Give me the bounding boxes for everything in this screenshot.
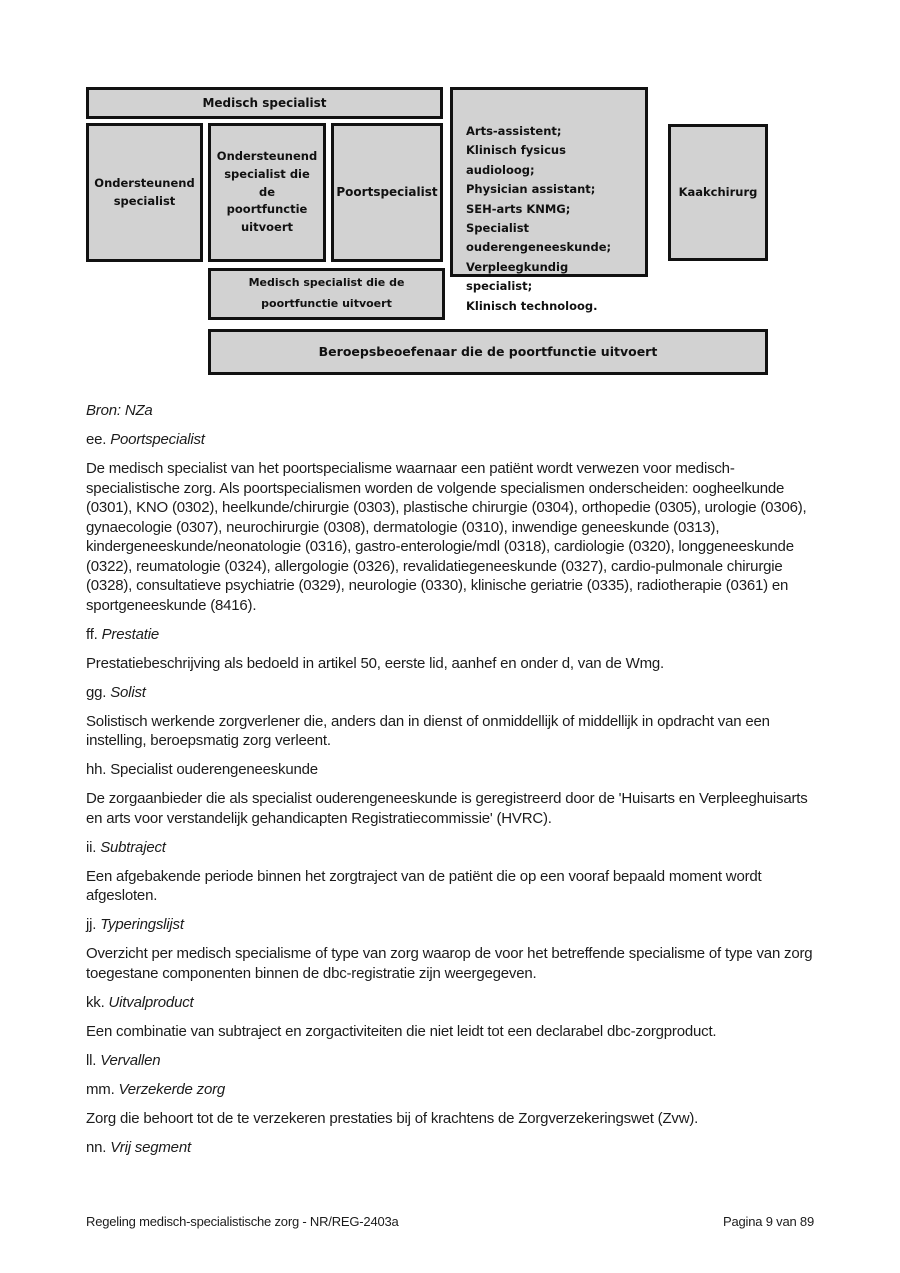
- section-ll: [86, 1051, 816, 1071]
- section-label: ee.: [86, 431, 107, 448]
- section-hh: [86, 760, 816, 828]
- section-heading: [86, 625, 816, 645]
- diagram-box-medisch-specialist: [86, 87, 443, 119]
- section-term: Uitvalproduct: [108, 993, 194, 1011]
- section-label: nn.: [86, 1138, 107, 1156]
- diagram-box-label: Beroepsbeoefenaar die de poortfunctie uitvoert: [318, 344, 658, 360]
- section-heading: [86, 1051, 816, 1071]
- section-gg: [86, 683, 816, 751]
- section-term: Specialist ouderengeneeskunde: [110, 761, 318, 778]
- footer-page-number: Pagina 9 van 89: [723, 1214, 814, 1229]
- page-footer: [86, 1214, 814, 1229]
- section-jj: [86, 915, 816, 983]
- section-term: Typeringslijst: [100, 916, 184, 933]
- section-heading: [86, 993, 816, 1013]
- role-item: SEH-arts KNMG;: [466, 201, 571, 216]
- role-item: Physician assistant;: [466, 182, 596, 197]
- diagram-box-poortspecialist: [331, 123, 443, 262]
- diagram-box-label: Ondersteunend specialist: [94, 175, 195, 208]
- diagram-box-ondersteunend-specialist: [86, 123, 203, 262]
- role-item: Klinisch fysicus audioloog;: [466, 143, 566, 177]
- role-item: Verpleegkundig specialist;: [466, 259, 569, 294]
- section-term: Prestatie: [101, 625, 160, 643]
- diagram-box-medisch-specialist-poortfunctie: [208, 268, 445, 320]
- role-item: Arts-assistent;: [466, 124, 562, 138]
- section-term: Verzekerde zorg: [118, 1080, 226, 1098]
- section-heading: [86, 683, 816, 703]
- section-body: Overzicht per medisch specialisme of type van zorg waarop de voor het betreffende specialisme of type van zorg toegestane componenten binnen de dbc-registratie zijn weergegeven.: [86, 945, 813, 982]
- role-item: Klinisch technoloog.: [466, 298, 598, 313]
- definitions-content: [86, 401, 816, 1167]
- section-label: ff.: [86, 625, 98, 643]
- diagram-box-ondersteunend-specialist-poortfunctie: [208, 123, 326, 262]
- section-body: Een combinatie van subtraject en zorgactiviteiten die niet leidt tot een declarabel dbc-zorgproduct.: [86, 1022, 717, 1040]
- section-body: De medisch specialist van het poortspecialisme waarnaar een patiënt wordt verwezen voor medisch-specialistische zorg. Als poortspecialismen worden de volgende specialismen onderscheiden: oogheelkunde (0301), KNO (0302), heelkunde/chirurgie (0303), plastische chirurgie (0304), orthopedie (0305), urologie (0306), gynaecologie (0307), neurochirurgie (0308), dermatologie (0310), inwendige geneeskunde (0313), kindergeneeskunde/neonatologie (0316), gastro-enterologie/mdl (0318), cardiologie (0320), longgeneeskunde (0322), reumatologie (0324), allergologie (0326), revalidatiegeneeskunde (0327), cardio-pulmonale chirurgie (0328), consultatieve psychiatrie (0329), neurologie (0330), klinische geriatrie (0335), radiotherapie (0361) en sportgeneeskunde (8416).: [86, 460, 807, 614]
- section-term: Poortspecialist: [110, 431, 205, 448]
- section-heading: [86, 915, 816, 935]
- section-label: jj.: [86, 916, 97, 933]
- org-diagram: [0, 0, 900, 390]
- section-mm: [86, 1080, 816, 1129]
- diagram-box-beroepsbeoefenaar: [208, 329, 768, 375]
- section-body: De zorgaanbieder die als specialist ouderengeneeskunde is geregistreerd door de 'Huisarts en Verpleeghuisarts en arts voor verstandelijk gehandicapten Registratiecommissie' (HVRC).: [86, 790, 808, 827]
- section-heading: [86, 838, 816, 858]
- section-body: Solistisch werkende zorgverlener die, anders dan in dienst of onmiddellijk of middellijk in opdracht van een instelling, beroepsmatig zorg verleent.: [86, 712, 770, 749]
- section-label: kk.: [86, 993, 105, 1011]
- diagram-box-label: Kaakchirurg: [678, 184, 758, 199]
- section-label: mm.: [86, 1080, 115, 1098]
- section-nn: [86, 1138, 816, 1158]
- diagram-box-kaakchirurg: [668, 124, 768, 261]
- diagram-box-roles-list: [450, 87, 648, 313]
- section-label: hh.: [86, 761, 107, 778]
- diagram-box-label: Poortspecialist: [336, 185, 438, 200]
- section-ff: [86, 625, 816, 674]
- section-heading: [86, 1138, 816, 1158]
- section-heading: [86, 1080, 816, 1100]
- section-body: Zorg die behoort tot de te verzekeren prestaties bij of krachtens de Zorgverzekeringswet (Zvw).: [86, 1109, 699, 1127]
- footer-document-title: Regeling medisch-specialistische zorg - NR/REG-2403a: [86, 1214, 399, 1229]
- source-caption: Bron: NZa: [86, 402, 153, 419]
- section-label: gg.: [86, 683, 107, 701]
- section-ii: [86, 838, 816, 906]
- section-body: Prestatiebeschrijving als bedoeld in artikel 50, eerste lid, aanhef en onder d, van de Wmg.: [86, 654, 664, 672]
- section-heading: [86, 760, 816, 780]
- section-term: Vrij segment: [110, 1138, 191, 1156]
- diagram-box-label: Medisch specialist die de poortfunctie uitvoert: [248, 276, 405, 310]
- section-heading: [86, 430, 816, 450]
- role-item: Specialist ouderengeneeskunde;: [466, 221, 612, 255]
- section-label: ll.: [86, 1051, 97, 1069]
- section-term: Vervallen: [100, 1051, 161, 1069]
- section-kk: [86, 993, 816, 1042]
- section-label: ii.: [86, 838, 97, 856]
- section-body: Een afgebakende periode binnen het zorgtraject van de patiënt die op een vooraf bepaald moment wordt afgesloten.: [86, 867, 762, 904]
- section-term: Subtraject: [100, 838, 166, 856]
- diagram-box-label: Medisch specialist: [202, 95, 327, 110]
- diagram-box-label: Ondersteunend specialist die de poortfunctie uitvoert: [216, 148, 318, 235]
- section-term: Solist: [110, 683, 146, 701]
- section-ee: [86, 430, 816, 615]
